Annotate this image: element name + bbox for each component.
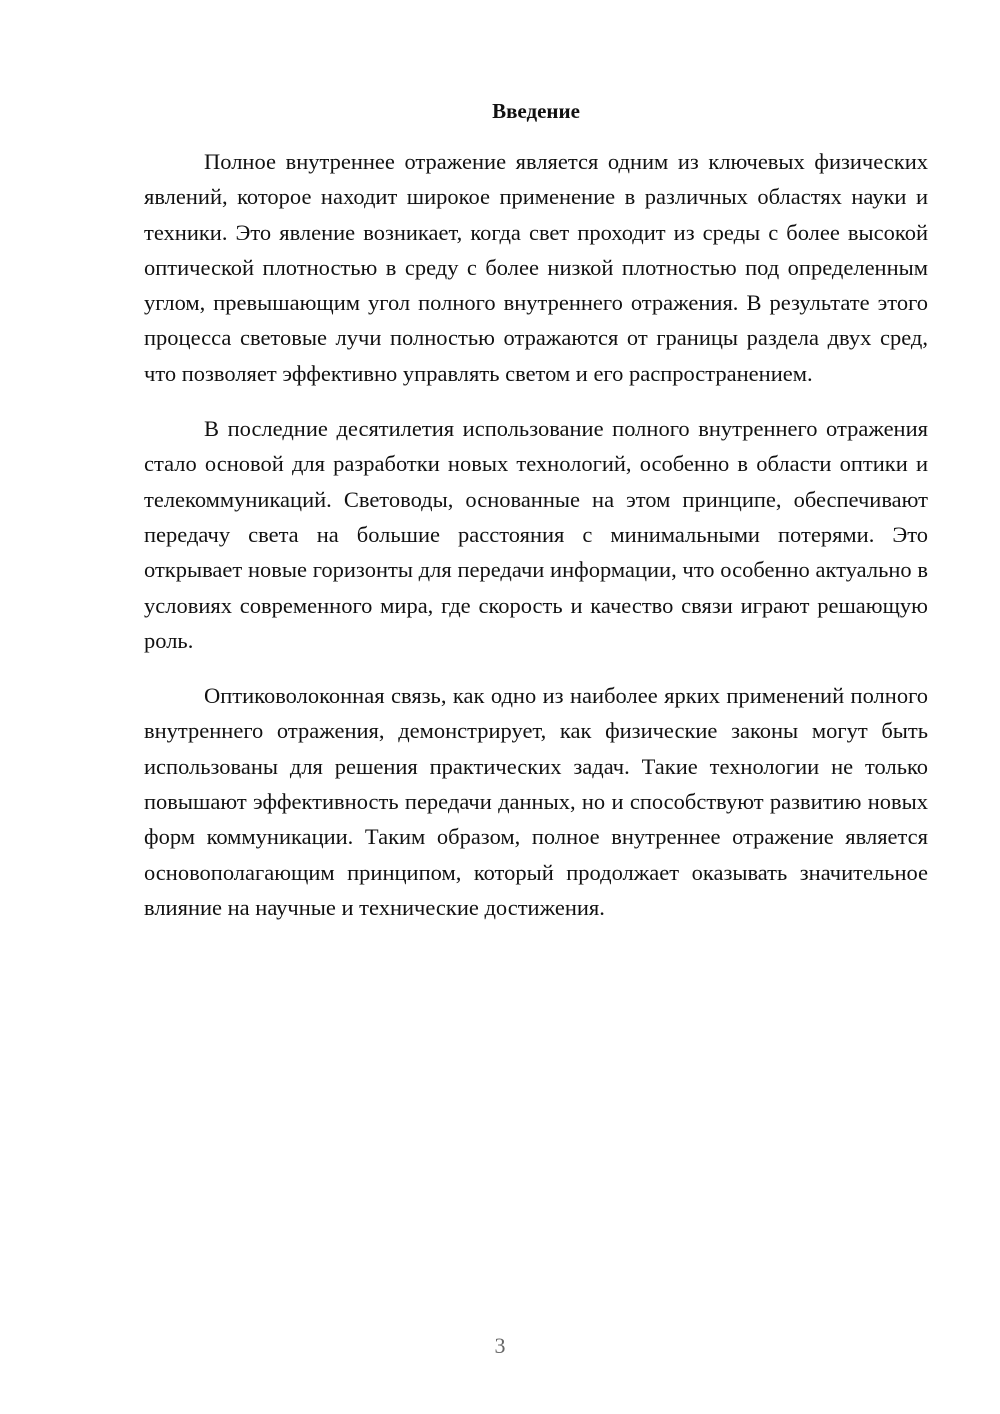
section-heading: Введение [492, 99, 580, 123]
page-number: 3 [494, 1333, 506, 1358]
page-body [144, 96, 928, 945]
paragraph-3: Оптиковолоконная связь, как одно из наиболее ярких применений полного внутреннего отражения, демонстрирует, как физические законы могут быть использованы для решения практических задач. Такие технологии не только повышают эффективность передачи данных, но и способствуют развитию новых форм коммуникации. Таким образом, полное внутреннее отражение является основополагающим принципом, который продолжает оказывать значительное влияние на научные и технические достижения. [144, 683, 928, 920]
paragraph-2: В последние десятилетия использование полного внутреннего отражения стало основой для разработки новых технологий, особенно в области оптики и телекоммуникаций. Световоды, основанные на этом принципе, обеспечивают передачу света на большие расстояния с минимальными потерями. Это открывает новые горизонты для передачи информации, что особенно актуально в условиях современного мира, где скорость и качество связи играют решающую роль. [144, 416, 928, 653]
paragraph-1: Полное внутреннее отражение является одним из ключевых физических явлений, которое находит широкое применение в различных областях науки и техники. Это явление возникает, когда свет проходит из среды с более высокой оптической плотностью в среду с более низкой плотностью под определенным углом, превышающим угол полного внутреннего отражения. В результате этого процесса световые лучи полностью отражаются от границы раздела двух сред, что позволяет эффективно управлять светом и его распространением. [144, 149, 928, 386]
